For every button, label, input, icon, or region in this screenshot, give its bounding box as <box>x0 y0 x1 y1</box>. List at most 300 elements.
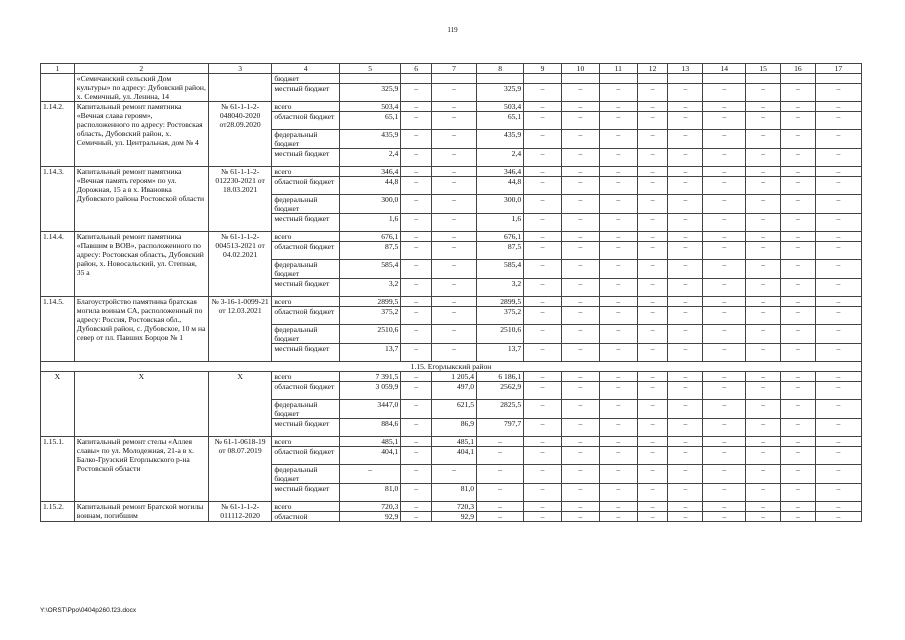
funding-source: областной бюджет <box>272 382 340 400</box>
funding-source: областной бюджет <box>272 112 340 130</box>
empty-value-cell: – <box>781 502 816 512</box>
empty-value-cell: – <box>524 325 562 344</box>
value-cell: 485,1 <box>432 437 477 447</box>
empty-value-cell <box>781 74 816 84</box>
table-row <box>41 74 862 84</box>
table-row <box>41 297 862 307</box>
empty-value-cell: – <box>746 484 781 502</box>
empty-value-cell: – <box>703 260 746 279</box>
empty-value-cell: – <box>562 279 600 297</box>
value-cell: – <box>432 279 477 297</box>
empty-value-cell: – <box>599 382 637 400</box>
funding-source: областной бюджет <box>272 307 340 325</box>
empty-value-cell: – <box>815 502 861 512</box>
value-cell: – <box>401 214 432 232</box>
empty-value-cell: – <box>637 242 668 260</box>
funding-source: всего <box>272 502 340 512</box>
empty-value-cell: – <box>781 382 816 400</box>
value-cell <box>432 74 477 84</box>
item-number: 1.14.3. <box>41 167 75 232</box>
empty-value-cell: – <box>781 297 816 307</box>
funding-source: всего <box>272 297 340 307</box>
empty-value-cell: – <box>781 232 816 242</box>
empty-value-cell: – <box>599 400 637 419</box>
value-cell <box>477 74 524 84</box>
empty-value-cell: – <box>668 400 703 419</box>
empty-value-cell: – <box>815 372 861 382</box>
empty-value-cell: – <box>637 260 668 279</box>
empty-value-cell: – <box>637 149 668 167</box>
value-cell: 92,9 <box>432 512 477 522</box>
empty-value-cell: – <box>524 419 562 437</box>
empty-value-cell: – <box>524 130 562 149</box>
empty-value-cell: – <box>599 102 637 112</box>
empty-value-cell: – <box>781 465 816 484</box>
item-number: 1.14.5. <box>41 297 75 362</box>
value-cell: 44,8 <box>339 177 400 195</box>
empty-value-cell: – <box>668 167 703 177</box>
empty-value-cell: – <box>703 484 746 502</box>
empty-value-cell: – <box>599 177 637 195</box>
empty-value-cell: – <box>815 307 861 325</box>
value-cell: – <box>432 325 477 344</box>
empty-value-cell: – <box>746 419 781 437</box>
value-cell: 3447,0 <box>339 400 400 419</box>
empty-value-cell: – <box>524 372 562 382</box>
empty-value-cell: – <box>781 177 816 195</box>
value-cell: – <box>477 484 524 502</box>
empty-value-cell: – <box>668 484 703 502</box>
funding-source: местный бюджет <box>272 84 340 102</box>
empty-value-cell: – <box>562 372 600 382</box>
empty-value-cell: – <box>668 102 703 112</box>
empty-value-cell: – <box>637 484 668 502</box>
empty-value-cell: – <box>524 195 562 214</box>
empty-value-cell: – <box>599 112 637 130</box>
empty-value-cell: – <box>746 260 781 279</box>
funding-source: бюджет <box>272 74 340 84</box>
empty-value-cell: – <box>815 437 861 447</box>
value-cell: 346,4 <box>339 167 400 177</box>
empty-value-cell: – <box>703 102 746 112</box>
empty-value-cell: – <box>524 437 562 447</box>
value-cell: – <box>432 214 477 232</box>
empty-value-cell: – <box>815 242 861 260</box>
empty-value-cell: – <box>637 502 668 512</box>
value-cell: – <box>401 177 432 195</box>
empty-value-cell: – <box>668 279 703 297</box>
empty-value-cell: – <box>815 149 861 167</box>
empty-value-cell: – <box>668 465 703 484</box>
empty-value-cell: – <box>781 512 816 522</box>
empty-value-cell: – <box>703 177 746 195</box>
empty-value-cell: – <box>524 447 562 465</box>
empty-value-cell: – <box>703 400 746 419</box>
empty-value-cell: – <box>668 84 703 102</box>
value-cell: 720,3 <box>432 502 477 512</box>
value-cell: 720,3 <box>339 502 400 512</box>
empty-value-cell: – <box>562 419 600 437</box>
value-cell: 884,6 <box>339 419 400 437</box>
value-cell: 87,5 <box>477 242 524 260</box>
empty-value-cell: – <box>815 419 861 437</box>
empty-value-cell: – <box>599 130 637 149</box>
value-cell: – <box>401 102 432 112</box>
empty-value-cell: – <box>524 260 562 279</box>
value-cell: – <box>401 344 432 362</box>
empty-value-cell: – <box>703 325 746 344</box>
funding-source: федеральный бюджет <box>272 130 340 149</box>
budget-table <box>40 63 862 522</box>
value-cell: – <box>432 195 477 214</box>
empty-value-cell: – <box>668 447 703 465</box>
item-name: Х <box>74 372 208 437</box>
empty-value-cell: – <box>562 112 600 130</box>
value-cell: – <box>401 167 432 177</box>
value-cell: – <box>432 102 477 112</box>
empty-value-cell: – <box>524 167 562 177</box>
empty-value-cell <box>815 74 861 84</box>
empty-value-cell: – <box>781 84 816 102</box>
value-cell: 81,0 <box>432 484 477 502</box>
empty-value-cell: – <box>703 242 746 260</box>
empty-value-cell: – <box>668 195 703 214</box>
value-cell: 13,7 <box>339 344 400 362</box>
value-cell: – <box>432 177 477 195</box>
value-cell: – <box>401 195 432 214</box>
empty-value-cell: – <box>637 167 668 177</box>
empty-value-cell: – <box>562 232 600 242</box>
value-cell: 81,0 <box>339 484 400 502</box>
empty-value-cell: – <box>599 437 637 447</box>
section-row <box>41 362 862 372</box>
document-number: № 61-1-1-2-048040-2020 от28.09.2020 <box>208 102 271 167</box>
funding-source: федеральный бюджет <box>272 260 340 279</box>
empty-value-cell: – <box>599 232 637 242</box>
empty-value-cell: – <box>524 112 562 130</box>
empty-value-cell: – <box>746 297 781 307</box>
item-name: Капитальный ремонт памятника «Павшим в ВОВ», расположенного по адресу: Ростовская область, Дубовский район, х. Новосальский, ул. Степная, 35 а <box>74 232 208 297</box>
funding-source: областной <box>272 512 340 522</box>
table-row <box>41 502 862 512</box>
empty-value-cell: – <box>599 307 637 325</box>
value-cell: – <box>432 84 477 102</box>
value-cell: – <box>477 437 524 447</box>
empty-value-cell: – <box>562 102 600 112</box>
funding-source: федеральный бюджет <box>272 400 340 419</box>
item-number: 1.14.4. <box>41 232 75 297</box>
value-cell: – <box>401 372 432 382</box>
empty-value-cell: – <box>781 279 816 297</box>
funding-source: областной бюджет <box>272 177 340 195</box>
funding-source: местный бюджет <box>272 484 340 502</box>
empty-value-cell: – <box>703 382 746 400</box>
empty-value-cell: – <box>562 297 600 307</box>
empty-value-cell: – <box>668 372 703 382</box>
empty-value-cell <box>599 74 637 84</box>
funding-source: местный бюджет <box>272 214 340 232</box>
empty-value-cell: – <box>524 307 562 325</box>
empty-value-cell: – <box>668 149 703 167</box>
page-number: 119 <box>447 26 458 34</box>
funding-source: местный бюджет <box>272 344 340 362</box>
empty-value-cell: – <box>599 447 637 465</box>
empty-value-cell: – <box>599 242 637 260</box>
empty-value-cell: – <box>524 279 562 297</box>
value-cell: – <box>432 130 477 149</box>
value-cell: – <box>477 465 524 484</box>
empty-value-cell: – <box>524 297 562 307</box>
value-cell: 435,9 <box>477 130 524 149</box>
value-cell: – <box>401 112 432 130</box>
value-cell: – <box>401 400 432 419</box>
column-header: 3 <box>208 64 271 74</box>
empty-value-cell <box>668 74 703 84</box>
value-cell: 375,2 <box>477 307 524 325</box>
value-cell: – <box>401 382 432 400</box>
empty-value-cell: – <box>781 400 816 419</box>
funding-source: федеральный бюджет <box>272 325 340 344</box>
empty-value-cell: – <box>562 502 600 512</box>
empty-value-cell: – <box>637 465 668 484</box>
empty-value-cell: – <box>703 502 746 512</box>
empty-value-cell: – <box>815 177 861 195</box>
empty-value-cell: – <box>562 177 600 195</box>
column-header: 2 <box>74 64 208 74</box>
value-cell: – <box>401 279 432 297</box>
value-cell: – <box>432 149 477 167</box>
empty-value-cell: – <box>781 195 816 214</box>
empty-value-cell: – <box>746 167 781 177</box>
item-number <box>41 74 75 102</box>
table-row <box>41 372 862 382</box>
empty-value-cell: – <box>815 512 861 522</box>
document-number: Х <box>208 372 271 437</box>
column-header: 13 <box>668 64 703 74</box>
empty-value-cell: – <box>746 465 781 484</box>
value-cell: 87,5 <box>339 242 400 260</box>
empty-value-cell <box>746 74 781 84</box>
empty-value-cell: – <box>703 512 746 522</box>
empty-value-cell: – <box>668 419 703 437</box>
empty-value-cell: – <box>781 447 816 465</box>
empty-value-cell: – <box>562 167 600 177</box>
value-cell: 404,1 <box>339 447 400 465</box>
empty-value-cell: – <box>781 167 816 177</box>
value-cell: – <box>401 419 432 437</box>
item-name: Капитальный ремонт Братской могилы воинам, погибшим <box>74 502 208 522</box>
column-header: 9 <box>524 64 562 74</box>
value-cell: 325,9 <box>339 84 400 102</box>
value-cell: – <box>432 260 477 279</box>
empty-value-cell: – <box>703 437 746 447</box>
empty-value-cell: – <box>746 512 781 522</box>
empty-value-cell: – <box>637 214 668 232</box>
value-cell: – <box>432 167 477 177</box>
empty-value-cell: – <box>703 419 746 437</box>
column-header: 12 <box>637 64 668 74</box>
table-row <box>41 102 862 112</box>
funding-source: областной бюджет <box>272 447 340 465</box>
empty-value-cell: – <box>746 149 781 167</box>
empty-value-cell: – <box>562 400 600 419</box>
empty-value-cell: – <box>781 242 816 260</box>
empty-value-cell: – <box>668 260 703 279</box>
value-cell: – <box>401 465 432 484</box>
empty-value-cell: – <box>637 232 668 242</box>
funding-source: местный бюджет <box>272 149 340 167</box>
empty-value-cell: – <box>637 437 668 447</box>
empty-value-cell: – <box>599 465 637 484</box>
document-number: № 61-1-1-2-004513-2021 от 04.02.2021 <box>208 232 271 297</box>
empty-value-cell: – <box>637 344 668 362</box>
empty-value-cell: – <box>599 149 637 167</box>
empty-value-cell: – <box>703 465 746 484</box>
empty-value-cell: – <box>524 484 562 502</box>
empty-value-cell: – <box>815 400 861 419</box>
empty-value-cell: – <box>524 102 562 112</box>
empty-value-cell: – <box>562 214 600 232</box>
item-name: Благоустройство памятника братская могила воинам СА, расположенный по адресу: Россия, Ростовская обл., Дубовский район, с. Дубовское, 10 м на север от пл. Павших Борцов № 1 <box>74 297 208 362</box>
empty-value-cell: – <box>746 447 781 465</box>
empty-value-cell: – <box>562 307 600 325</box>
value-cell: 2,4 <box>477 149 524 167</box>
empty-value-cell: – <box>815 344 861 362</box>
value-cell: 2510,6 <box>477 325 524 344</box>
empty-value-cell: – <box>703 167 746 177</box>
value-cell: 676,1 <box>477 232 524 242</box>
value-cell: 6 186,1 <box>477 372 524 382</box>
empty-value-cell: – <box>562 447 600 465</box>
empty-value-cell: – <box>746 232 781 242</box>
funding-source: федеральный бюджет <box>272 195 340 214</box>
empty-value-cell: – <box>668 130 703 149</box>
empty-value-cell: – <box>668 242 703 260</box>
column-header: 4 <box>272 64 340 74</box>
empty-value-cell: – <box>703 214 746 232</box>
value-cell: 7 391,5 <box>339 372 400 382</box>
value-cell: – <box>401 307 432 325</box>
value-cell: 1,6 <box>477 214 524 232</box>
empty-value-cell: – <box>599 344 637 362</box>
value-cell: – <box>401 502 432 512</box>
empty-value-cell <box>703 74 746 84</box>
funding-source: всего <box>272 372 340 382</box>
empty-value-cell: – <box>637 419 668 437</box>
empty-value-cell: – <box>524 382 562 400</box>
empty-value-cell: – <box>599 167 637 177</box>
funding-source: всего <box>272 102 340 112</box>
column-header: 16 <box>781 64 816 74</box>
empty-value-cell: – <box>815 297 861 307</box>
value-cell: 325,9 <box>477 84 524 102</box>
empty-value-cell: – <box>703 344 746 362</box>
empty-value-cell: – <box>746 195 781 214</box>
empty-value-cell: – <box>637 372 668 382</box>
empty-value-cell: – <box>668 502 703 512</box>
empty-value-cell: – <box>703 447 746 465</box>
empty-value-cell: – <box>815 84 861 102</box>
value-cell: – <box>401 149 432 167</box>
value-cell: – <box>477 502 524 512</box>
empty-value-cell: – <box>668 307 703 325</box>
value-cell: – <box>401 447 432 465</box>
empty-value-cell: – <box>562 242 600 260</box>
value-cell: – <box>339 465 400 484</box>
empty-value-cell: – <box>562 149 600 167</box>
value-cell: 435,9 <box>339 130 400 149</box>
empty-value-cell: – <box>781 130 816 149</box>
value-cell: 2899,5 <box>339 297 400 307</box>
empty-value-cell: – <box>637 112 668 130</box>
funding-source: всего <box>272 437 340 447</box>
empty-value-cell: – <box>703 297 746 307</box>
column-header: 5 <box>339 64 400 74</box>
empty-value-cell: – <box>746 130 781 149</box>
column-header: 7 <box>432 64 477 74</box>
value-cell: 404,1 <box>432 447 477 465</box>
column-header: 17 <box>815 64 861 74</box>
value-cell: – <box>477 447 524 465</box>
column-header: 11 <box>599 64 637 74</box>
empty-value-cell <box>562 74 600 84</box>
empty-value-cell <box>524 74 562 84</box>
value-cell: 621,5 <box>432 400 477 419</box>
value-cell: 65,1 <box>339 112 400 130</box>
value-cell: – <box>401 232 432 242</box>
value-cell: 44,8 <box>477 177 524 195</box>
empty-value-cell: – <box>703 130 746 149</box>
empty-value-cell: – <box>815 279 861 297</box>
empty-value-cell: – <box>781 484 816 502</box>
empty-value-cell: – <box>637 279 668 297</box>
funding-source: местный бюджет <box>272 419 340 437</box>
table-row <box>41 437 862 447</box>
value-cell: 503,4 <box>477 102 524 112</box>
empty-value-cell: – <box>562 84 600 102</box>
empty-value-cell: – <box>599 419 637 437</box>
header-row <box>41 64 862 74</box>
value-cell: – <box>401 437 432 447</box>
empty-value-cell: – <box>668 297 703 307</box>
value-cell: 1,6 <box>339 214 400 232</box>
table-row <box>41 232 862 242</box>
empty-value-cell: – <box>599 502 637 512</box>
empty-value-cell: – <box>524 512 562 522</box>
empty-value-cell: – <box>524 177 562 195</box>
item-name: Капитальный ремонт памятника «Вечная память героям» по ул. Дорожная, 15 а в х. Ивановка Дубовского района Ростовской области <box>74 167 208 232</box>
empty-value-cell: – <box>524 400 562 419</box>
value-cell: – <box>432 307 477 325</box>
empty-value-cell: – <box>668 437 703 447</box>
empty-value-cell: – <box>668 344 703 362</box>
value-cell: 2510,6 <box>339 325 400 344</box>
empty-value-cell: – <box>562 325 600 344</box>
value-cell: – <box>432 232 477 242</box>
funding-source: федеральный бюджет <box>272 465 340 484</box>
empty-value-cell: – <box>524 465 562 484</box>
empty-value-cell: – <box>815 260 861 279</box>
empty-value-cell: – <box>524 84 562 102</box>
empty-value-cell: – <box>781 344 816 362</box>
empty-value-cell: – <box>815 214 861 232</box>
value-cell: – <box>401 260 432 279</box>
empty-value-cell: – <box>815 382 861 400</box>
value-cell <box>401 74 432 84</box>
value-cell: – <box>401 325 432 344</box>
item-number: Х <box>41 372 75 437</box>
empty-value-cell: – <box>703 84 746 102</box>
